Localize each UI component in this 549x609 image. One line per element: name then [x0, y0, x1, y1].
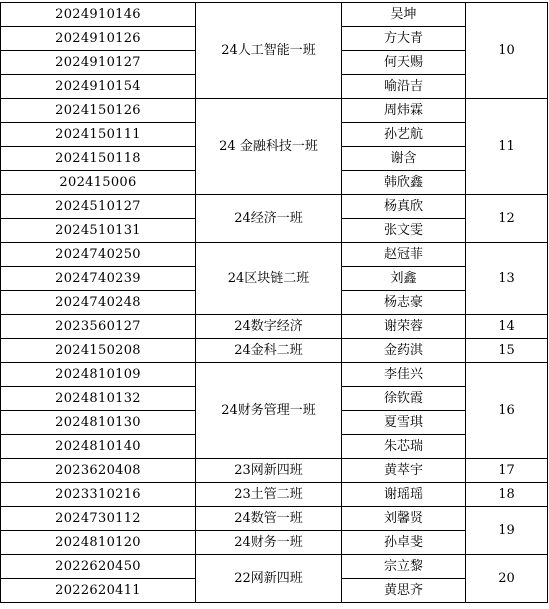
student-id-cell: 2024510131 — [1, 219, 196, 243]
student-name-cell: 朱芯瑞 — [342, 435, 466, 459]
student-name-cell: 杨志豪 — [342, 291, 466, 315]
student-name-cell: 谢荣蓉 — [342, 315, 466, 339]
student-name-cell: 韩欣鑫 — [342, 171, 466, 195]
table-row — [1, 243, 548, 267]
table-row — [1, 459, 548, 483]
student-id-cell: 2022620450 — [1, 555, 196, 579]
group-number-cell: 13 — [466, 243, 548, 315]
class-cell: 23土管二班 — [196, 483, 342, 507]
student-id-cell: 2024810130 — [1, 411, 196, 435]
group-number-cell: 19 — [466, 507, 548, 555]
table-row — [1, 507, 548, 531]
student-id-cell: 2024150126 — [1, 99, 196, 123]
class-cell: 24财务一班 — [196, 531, 342, 555]
class-cell: 24人工智能一班 — [196, 3, 342, 99]
group-number-cell: 12 — [466, 195, 548, 243]
student-name-cell: 黄思齐 — [342, 579, 466, 603]
student-id-cell: 2024740248 — [1, 291, 196, 315]
group-number-cell: 20 — [466, 555, 548, 603]
group-number-cell: 17 — [466, 459, 548, 483]
roster-table-body — [1, 3, 548, 603]
table-row — [1, 195, 548, 219]
student-name-cell: 张文雯 — [342, 219, 466, 243]
student-name-cell: 谢瑶瑶 — [342, 483, 466, 507]
student-id-cell: 2024910126 — [1, 27, 196, 51]
student-id-cell: 2024810120 — [1, 531, 196, 555]
student-id-cell: 2024910146 — [1, 3, 196, 27]
class-cell: 24财务管理一班 — [196, 363, 342, 459]
student-id-cell: 2024910127 — [1, 51, 196, 75]
student-name-cell: 方大青 — [342, 27, 466, 51]
student-id-cell: 2024810109 — [1, 363, 196, 387]
student-name-cell: 周炜霖 — [342, 99, 466, 123]
student-name-cell: 孙艺航 — [342, 123, 466, 147]
student-id-cell: 2024740250 — [1, 243, 196, 267]
class-cell: 24数管一班 — [196, 507, 342, 531]
group-number-cell: 10 — [466, 3, 548, 99]
student-name-cell: 宗立黎 — [342, 555, 466, 579]
student-id-cell: 2024510127 — [1, 195, 196, 219]
student-id-cell: 202415006 — [1, 171, 196, 195]
table-row — [1, 363, 548, 387]
student-name-cell: 黄萃宇 — [342, 459, 466, 483]
class-cell: 24区块链二班 — [196, 243, 342, 315]
group-number-cell: 18 — [466, 483, 548, 507]
student-id-cell: 2024910154 — [1, 75, 196, 99]
student-name-cell: 杨真欣 — [342, 195, 466, 219]
student-name-cell: 刘馨贤 — [342, 507, 466, 531]
group-number-cell: 15 — [466, 339, 548, 363]
table-row — [1, 315, 548, 339]
student-name-cell: 孙卓斐 — [342, 531, 466, 555]
student-name-cell: 何天赐 — [342, 51, 466, 75]
student-id-cell: 2023560127 — [1, 315, 196, 339]
student-name-cell: 夏雪琪 — [342, 411, 466, 435]
student-name-cell: 李佳兴 — [342, 363, 466, 387]
class-cell: 22网新四班 — [196, 555, 342, 603]
table-row — [1, 3, 548, 27]
student-id-cell: 2024810132 — [1, 387, 196, 411]
class-cell: 24经济一班 — [196, 195, 342, 243]
class-cell: 24金科二班 — [196, 339, 342, 363]
student-name-cell: 谢含 — [342, 147, 466, 171]
table-row — [1, 555, 548, 579]
student-id-cell: 2023310216 — [1, 483, 196, 507]
student-id-cell: 2024730112 — [1, 507, 196, 531]
group-number-cell: 14 — [466, 315, 548, 339]
student-id-cell: 2024740239 — [1, 267, 196, 291]
student-name-cell: 刘鑫 — [342, 267, 466, 291]
student-name-cell: 吴坤 — [342, 3, 466, 27]
student-name-cell: 徐钦霞 — [342, 387, 466, 411]
student-id-cell: 2023620408 — [1, 459, 196, 483]
table-row — [1, 99, 548, 123]
class-cell: 23网新四班 — [196, 459, 342, 483]
table-row — [1, 339, 548, 363]
class-cell: 24数字经济 — [196, 315, 342, 339]
table-row — [1, 531, 548, 555]
student-id-cell: 2024150118 — [1, 147, 196, 171]
class-cell: 24 金融科技一班 — [196, 99, 342, 195]
student-name-cell: 喻沿吉 — [342, 75, 466, 99]
student-id-cell: 2024810140 — [1, 435, 196, 459]
roster-table — [0, 2, 548, 603]
student-id-cell: 2022620411 — [1, 579, 196, 603]
student-name-cell: 赵冠菲 — [342, 243, 466, 267]
group-number-cell: 11 — [466, 99, 548, 195]
table-row — [1, 483, 548, 507]
student-name-cell: 金药淇 — [342, 339, 466, 363]
student-id-cell: 2024150208 — [1, 339, 196, 363]
student-id-cell: 2024150111 — [1, 123, 196, 147]
group-number-cell: 16 — [466, 363, 548, 459]
